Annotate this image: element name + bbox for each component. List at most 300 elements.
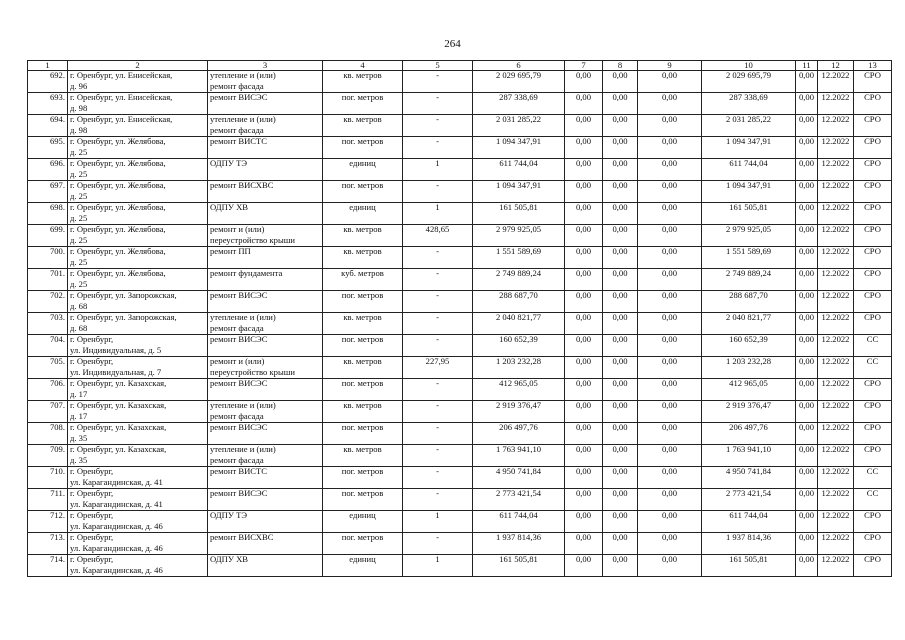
deadline-cell: 12.2022: [818, 533, 854, 555]
total-cost-cell: 160 652,39: [473, 335, 565, 357]
column-header-6: 6: [473, 61, 565, 71]
unit-cell: пог. метров: [323, 467, 403, 489]
work-type-cell: [208, 159, 323, 181]
column-header-2: 2: [68, 61, 208, 71]
work-type-cell-line: ремонт фасада: [210, 455, 264, 465]
quantity-cell: -: [403, 181, 473, 203]
fund-cell-11: 0,00: [796, 203, 818, 225]
fund-cell-9: 0,00: [638, 533, 702, 555]
unit-cell: куб. метров: [323, 269, 403, 291]
work-type-cell: [208, 313, 323, 335]
unit-cell: пог. метров: [323, 181, 403, 203]
deadline-cell: 12.2022: [818, 313, 854, 335]
total-cost-cell: 611 744,04: [473, 159, 565, 181]
work-type-cell-line: ремонт фасада: [210, 323, 264, 333]
total-cost-cell: 2 979 925,05: [473, 225, 565, 247]
fund-cell-9: 0,00: [638, 115, 702, 137]
deadline-cell: 12.2022: [818, 379, 854, 401]
address-cell-line: ул. Карагандинская, д. 46: [70, 565, 163, 575]
owner-funds-cell: 2 773 421,54: [702, 489, 796, 511]
fund-cell-9: 0,00: [638, 511, 702, 533]
deadline-cell: 12.2022: [818, 181, 854, 203]
address-cell-line: д. 25: [70, 191, 88, 201]
owner-funds-cell: 288 687,70: [702, 291, 796, 313]
register-table: [27, 60, 892, 577]
total-cost-cell: 206 497,76: [473, 423, 565, 445]
unit-cell: пог. метров: [323, 379, 403, 401]
owner-funds-cell: 2 979 925,05: [702, 225, 796, 247]
quantity-cell: 1: [403, 203, 473, 225]
address-cell: [68, 335, 208, 357]
fund-cell-7: 0,00: [565, 159, 603, 181]
fund-cell-9: 0,00: [638, 137, 702, 159]
fund-cell-11: 0,00: [796, 93, 818, 115]
work-type-cell: [208, 445, 323, 467]
table-row: [28, 357, 892, 379]
total-cost-cell: 412 965,05: [473, 379, 565, 401]
address-cell-line: д. 68: [70, 301, 88, 311]
fund-cell-11: 0,00: [796, 247, 818, 269]
address-cell-line: г. Оренбург, ул. Желябова,: [70, 247, 166, 256]
address-cell-line: г. Оренбург, ул. Казахская,: [70, 445, 167, 454]
method-cell: СРО: [854, 533, 892, 555]
fund-cell-7: 0,00: [565, 115, 603, 137]
address-cell-line: г. Оренбург,: [70, 357, 114, 366]
fund-cell-8: 0,00: [603, 511, 638, 533]
owner-funds-cell: 206 497,76: [702, 423, 796, 445]
work-type-cell: [208, 533, 323, 555]
unit-cell: кв. метров: [323, 313, 403, 335]
column-header-10: 10: [702, 61, 796, 71]
fund-cell-9: 0,00: [638, 379, 702, 401]
quantity-cell: -: [403, 313, 473, 335]
quantity-cell: -: [403, 533, 473, 555]
fund-cell-8: 0,00: [603, 137, 638, 159]
row-number: 709.: [28, 445, 68, 467]
address-cell-line: д. 25: [70, 147, 88, 157]
fund-cell-8: 0,00: [603, 71, 638, 93]
table-row: [28, 203, 892, 225]
quantity-cell: -: [403, 269, 473, 291]
address-cell-line: д. 68: [70, 323, 88, 333]
fund-cell-8: 0,00: [603, 313, 638, 335]
row-number: 694.: [28, 115, 68, 137]
work-type-cell: [208, 335, 323, 357]
work-type-cell: [208, 423, 323, 445]
address-cell: [68, 225, 208, 247]
address-cell-line: г. Оренбург, ул. Енисейская,: [70, 71, 173, 80]
method-cell: СРО: [854, 137, 892, 159]
address-cell-line: г. Оренбург, ул. Желябова,: [70, 137, 166, 146]
fund-cell-7: 0,00: [565, 533, 603, 555]
address-cell: [68, 467, 208, 489]
fund-cell-11: 0,00: [796, 137, 818, 159]
work-type-cell-line: ремонт фундамента: [210, 269, 283, 278]
method-cell: СРО: [854, 71, 892, 93]
method-cell: СРО: [854, 379, 892, 401]
unit-cell: кв. метров: [323, 247, 403, 269]
deadline-cell: 12.2022: [818, 335, 854, 357]
address-cell-line: д. 25: [70, 213, 88, 223]
row-number: 713.: [28, 533, 68, 555]
deadline-cell: 12.2022: [818, 511, 854, 533]
fund-cell-7: 0,00: [565, 489, 603, 511]
deadline-cell: 12.2022: [818, 445, 854, 467]
row-number: 705.: [28, 357, 68, 379]
method-cell: СРО: [854, 445, 892, 467]
work-type-cell-line: ремонт ВИСЭС: [210, 291, 268, 300]
work-type-cell: [208, 247, 323, 269]
unit-cell: пог. метров: [323, 533, 403, 555]
address-cell-line: г. Оренбург,: [70, 533, 114, 542]
work-type-cell-line: ремонт ВИСЭС: [210, 379, 268, 388]
method-cell: СРО: [854, 401, 892, 423]
fund-cell-11: 0,00: [796, 335, 818, 357]
work-type-cell-line: ремонт и (или): [210, 357, 265, 366]
fund-cell-8: 0,00: [603, 445, 638, 467]
total-cost-cell: 611 744,04: [473, 511, 565, 533]
row-number: 714.: [28, 555, 68, 577]
fund-cell-9: 0,00: [638, 313, 702, 335]
address-cell: [68, 445, 208, 467]
total-cost-cell: 2 040 821,77: [473, 313, 565, 335]
work-type-cell: [208, 71, 323, 93]
column-header-4: 4: [323, 61, 403, 71]
fund-cell-11: 0,00: [796, 357, 818, 379]
work-type-cell-line: утепление и (или): [210, 115, 276, 124]
address-cell: [68, 203, 208, 225]
unit-cell: кв. метров: [323, 357, 403, 379]
owner-funds-cell: 2 029 695,79: [702, 71, 796, 93]
address-cell: [68, 489, 208, 511]
unit-cell: кв. метров: [323, 71, 403, 93]
fund-cell-9: 0,00: [638, 93, 702, 115]
owner-funds-cell: 1 094 347,91: [702, 181, 796, 203]
work-type-cell: [208, 401, 323, 423]
work-type-cell-line: утепление и (или): [210, 313, 276, 322]
work-type-cell-line: ремонт ВИСЭС: [210, 489, 268, 498]
fund-cell-7: 0,00: [565, 401, 603, 423]
work-type-cell-line: ремонт фасада: [210, 411, 264, 421]
work-type-cell-line: ремонт ВИСТС: [210, 467, 268, 476]
table-row: [28, 225, 892, 247]
address-cell: [68, 511, 208, 533]
work-type-cell-line: утепление и (или): [210, 401, 276, 410]
quantity-cell: 1: [403, 159, 473, 181]
row-number: 693.: [28, 93, 68, 115]
row-number: 697.: [28, 181, 68, 203]
quantity-cell: -: [403, 291, 473, 313]
total-cost-cell: 2 029 695,79: [473, 71, 565, 93]
fund-cell-7: 0,00: [565, 93, 603, 115]
table-row: [28, 71, 892, 93]
work-type-cell: [208, 489, 323, 511]
row-number: 710.: [28, 467, 68, 489]
address-cell-line: ул. Карагандинская, д. 41: [70, 477, 163, 487]
quantity-cell: 227,95: [403, 357, 473, 379]
fund-cell-7: 0,00: [565, 225, 603, 247]
work-type-cell-line: ремонт ВИСЭС: [210, 335, 268, 344]
column-header-13: 13: [854, 61, 892, 71]
address-cell: [68, 423, 208, 445]
fund-cell-9: 0,00: [638, 159, 702, 181]
address-cell: [68, 357, 208, 379]
fund-cell-9: 0,00: [638, 401, 702, 423]
address-cell-line: д. 98: [70, 125, 88, 135]
fund-cell-11: 0,00: [796, 401, 818, 423]
address-cell: [68, 379, 208, 401]
address-cell-line: ул. Карагандинская, д. 46: [70, 543, 163, 553]
fund-cell-7: 0,00: [565, 467, 603, 489]
fund-cell-11: 0,00: [796, 423, 818, 445]
fund-cell-11: 0,00: [796, 181, 818, 203]
total-cost-cell: 1 763 941,10: [473, 445, 565, 467]
address-cell-line: г. Оренбург,: [70, 555, 114, 564]
work-type-cell: [208, 379, 323, 401]
fund-cell-11: 0,00: [796, 159, 818, 181]
table-row: [28, 159, 892, 181]
fund-cell-9: 0,00: [638, 181, 702, 203]
row-number: 702.: [28, 291, 68, 313]
owner-funds-cell: 2 040 821,77: [702, 313, 796, 335]
owner-funds-cell: 611 744,04: [702, 511, 796, 533]
unit-cell: пог. метров: [323, 137, 403, 159]
fund-cell-8: 0,00: [603, 401, 638, 423]
method-cell: СРО: [854, 269, 892, 291]
row-number: 692.: [28, 71, 68, 93]
work-type-cell: [208, 181, 323, 203]
column-header-7: 7: [565, 61, 603, 71]
address-cell-line: д. 17: [70, 389, 88, 399]
quantity-cell: -: [403, 467, 473, 489]
fund-cell-11: 0,00: [796, 269, 818, 291]
fund-cell-8: 0,00: [603, 379, 638, 401]
method-cell: СРО: [854, 423, 892, 445]
total-cost-cell: 1 094 347,91: [473, 137, 565, 159]
total-cost-cell: 2 773 421,54: [473, 489, 565, 511]
address-cell-line: д. 17: [70, 411, 88, 421]
total-cost-cell: 1 094 347,91: [473, 181, 565, 203]
column-header-3: 3: [208, 61, 323, 71]
address-cell: [68, 71, 208, 93]
address-cell-line: г. Оренбург,: [70, 467, 114, 476]
fund-cell-11: 0,00: [796, 467, 818, 489]
quantity-cell: -: [403, 71, 473, 93]
row-number: 712.: [28, 511, 68, 533]
deadline-cell: 12.2022: [818, 291, 854, 313]
fund-cell-9: 0,00: [638, 467, 702, 489]
fund-cell-8: 0,00: [603, 335, 638, 357]
owner-funds-cell: 1 094 347,91: [702, 137, 796, 159]
table-row: [28, 291, 892, 313]
total-cost-cell: 4 950 741,84: [473, 467, 565, 489]
deadline-cell: 12.2022: [818, 423, 854, 445]
work-type-cell: [208, 511, 323, 533]
method-cell: СРО: [854, 247, 892, 269]
work-type-cell: [208, 467, 323, 489]
owner-funds-cell: 412 965,05: [702, 379, 796, 401]
fund-cell-8: 0,00: [603, 269, 638, 291]
address-cell-line: ул. Карагандинская, д. 41: [70, 499, 163, 509]
work-type-cell: [208, 115, 323, 137]
deadline-cell: 12.2022: [818, 137, 854, 159]
row-number: 701.: [28, 269, 68, 291]
fund-cell-9: 0,00: [638, 247, 702, 269]
table-row: [28, 137, 892, 159]
address-cell-line: ул. Карагандинская, д. 46: [70, 521, 163, 531]
fund-cell-8: 0,00: [603, 247, 638, 269]
method-cell: СС: [854, 467, 892, 489]
fund-cell-9: 0,00: [638, 357, 702, 379]
work-type-cell-line: ремонт ВИСТС: [210, 137, 268, 146]
fund-cell-11: 0,00: [796, 489, 818, 511]
quantity-cell: -: [403, 115, 473, 137]
total-cost-cell: 288 687,70: [473, 291, 565, 313]
owner-funds-cell: 1 551 589,69: [702, 247, 796, 269]
quantity-cell: -: [403, 93, 473, 115]
quantity-cell: -: [403, 423, 473, 445]
fund-cell-7: 0,00: [565, 181, 603, 203]
method-cell: СРО: [854, 203, 892, 225]
quantity-cell: 1: [403, 555, 473, 577]
column-header-11: 11: [796, 61, 818, 71]
address-cell: [68, 401, 208, 423]
fund-cell-9: 0,00: [638, 203, 702, 225]
deadline-cell: 12.2022: [818, 115, 854, 137]
address-cell: [68, 115, 208, 137]
work-type-cell-line: ремонт и (или): [210, 225, 265, 234]
total-cost-cell: 1 203 232,28: [473, 357, 565, 379]
fund-cell-11: 0,00: [796, 313, 818, 335]
table-row: [28, 181, 892, 203]
fund-cell-7: 0,00: [565, 357, 603, 379]
work-type-cell-line: утепление и (или): [210, 71, 276, 80]
address-cell: [68, 181, 208, 203]
work-type-cell-line: ремонт фасада: [210, 125, 264, 135]
fund-cell-8: 0,00: [603, 159, 638, 181]
total-cost-cell: 161 505,81: [473, 203, 565, 225]
fund-cell-8: 0,00: [603, 115, 638, 137]
address-cell: [68, 313, 208, 335]
address-cell-line: г. Оренбург, ул. Казахская,: [70, 423, 167, 432]
fund-cell-8: 0,00: [603, 467, 638, 489]
table-row: [28, 401, 892, 423]
address-cell-line: г. Оренбург,: [70, 489, 114, 498]
owner-funds-cell: 161 505,81: [702, 203, 796, 225]
address-cell: [68, 269, 208, 291]
table-row: [28, 423, 892, 445]
fund-cell-7: 0,00: [565, 247, 603, 269]
deadline-cell: 12.2022: [818, 225, 854, 247]
unit-cell: пог. метров: [323, 93, 403, 115]
address-cell-line: г. Оренбург,: [70, 511, 114, 520]
work-type-cell-line: ОДПУ ТЭ: [210, 159, 248, 168]
table-row: [28, 313, 892, 335]
column-header-9: 9: [638, 61, 702, 71]
deadline-cell: 12.2022: [818, 489, 854, 511]
unit-cell: единиц: [323, 511, 403, 533]
row-number: 707.: [28, 401, 68, 423]
row-number: 698.: [28, 203, 68, 225]
work-type-cell-line: ОДПУ ХВ: [210, 555, 249, 564]
fund-cell-8: 0,00: [603, 225, 638, 247]
work-type-cell: [208, 225, 323, 247]
owner-funds-cell: 1 937 814,36: [702, 533, 796, 555]
unit-cell: кв. метров: [323, 401, 403, 423]
method-cell: СРО: [854, 159, 892, 181]
deadline-cell: 12.2022: [818, 357, 854, 379]
deadline-cell: 12.2022: [818, 467, 854, 489]
fund-cell-7: 0,00: [565, 335, 603, 357]
work-type-cell-line: переустройство крыши: [210, 235, 295, 245]
table-row: [28, 379, 892, 401]
total-cost-cell: 161 505,81: [473, 555, 565, 577]
quantity-cell: -: [403, 379, 473, 401]
total-cost-cell: 2 031 285,22: [473, 115, 565, 137]
fund-cell-8: 0,00: [603, 423, 638, 445]
owner-funds-cell: 4 950 741,84: [702, 467, 796, 489]
owner-funds-cell: 287 338,69: [702, 93, 796, 115]
fund-cell-7: 0,00: [565, 555, 603, 577]
address-cell-line: г. Оренбург, ул. Казахская,: [70, 401, 167, 410]
deadline-cell: 12.2022: [818, 269, 854, 291]
deadline-cell: 12.2022: [818, 401, 854, 423]
fund-cell-9: 0,00: [638, 291, 702, 313]
fund-cell-7: 0,00: [565, 423, 603, 445]
quantity-cell: -: [403, 335, 473, 357]
fund-cell-9: 0,00: [638, 555, 702, 577]
method-cell: СРО: [854, 115, 892, 137]
work-type-cell-line: ремонт ВИСХВС: [210, 181, 274, 190]
work-type-cell: [208, 93, 323, 115]
table-row: [28, 445, 892, 467]
row-number: 703.: [28, 313, 68, 335]
unit-cell: пог. метров: [323, 423, 403, 445]
fund-cell-8: 0,00: [603, 203, 638, 225]
fund-cell-11: 0,00: [796, 115, 818, 137]
owner-funds-cell: 2 749 889,24: [702, 269, 796, 291]
quantity-cell: -: [403, 137, 473, 159]
table-row: [28, 555, 892, 577]
address-cell-line: д. 25: [70, 169, 88, 179]
method-cell: СРО: [854, 291, 892, 313]
deadline-cell: 12.2022: [818, 203, 854, 225]
address-cell-line: ул. Индивидуальная, д. 5: [70, 345, 162, 355]
address-cell-line: д. 35: [70, 455, 88, 465]
fund-cell-7: 0,00: [565, 291, 603, 313]
fund-cell-9: 0,00: [638, 423, 702, 445]
method-cell: СРО: [854, 181, 892, 203]
total-cost-cell: 1 551 589,69: [473, 247, 565, 269]
address-cell-line: д. 25: [70, 257, 88, 267]
fund-cell-11: 0,00: [796, 555, 818, 577]
total-cost-cell: 1 937 814,36: [473, 533, 565, 555]
table-row: [28, 115, 892, 137]
fund-cell-8: 0,00: [603, 93, 638, 115]
address-cell-line: г. Оренбург, ул. Желябова,: [70, 181, 166, 190]
quantity-cell: -: [403, 401, 473, 423]
address-cell-line: г. Оренбург, ул. Запорожская,: [70, 291, 177, 300]
owner-funds-cell: 2 031 285,22: [702, 115, 796, 137]
work-type-cell-line: ремонт ВИСХВС: [210, 533, 274, 542]
quantity-cell: -: [403, 489, 473, 511]
work-type-cell: [208, 291, 323, 313]
deadline-cell: 12.2022: [818, 159, 854, 181]
fund-cell-8: 0,00: [603, 181, 638, 203]
work-type-cell-line: ремонт ПП: [210, 247, 251, 256]
fund-cell-8: 0,00: [603, 291, 638, 313]
work-type-cell-line: утепление и (или): [210, 445, 276, 454]
